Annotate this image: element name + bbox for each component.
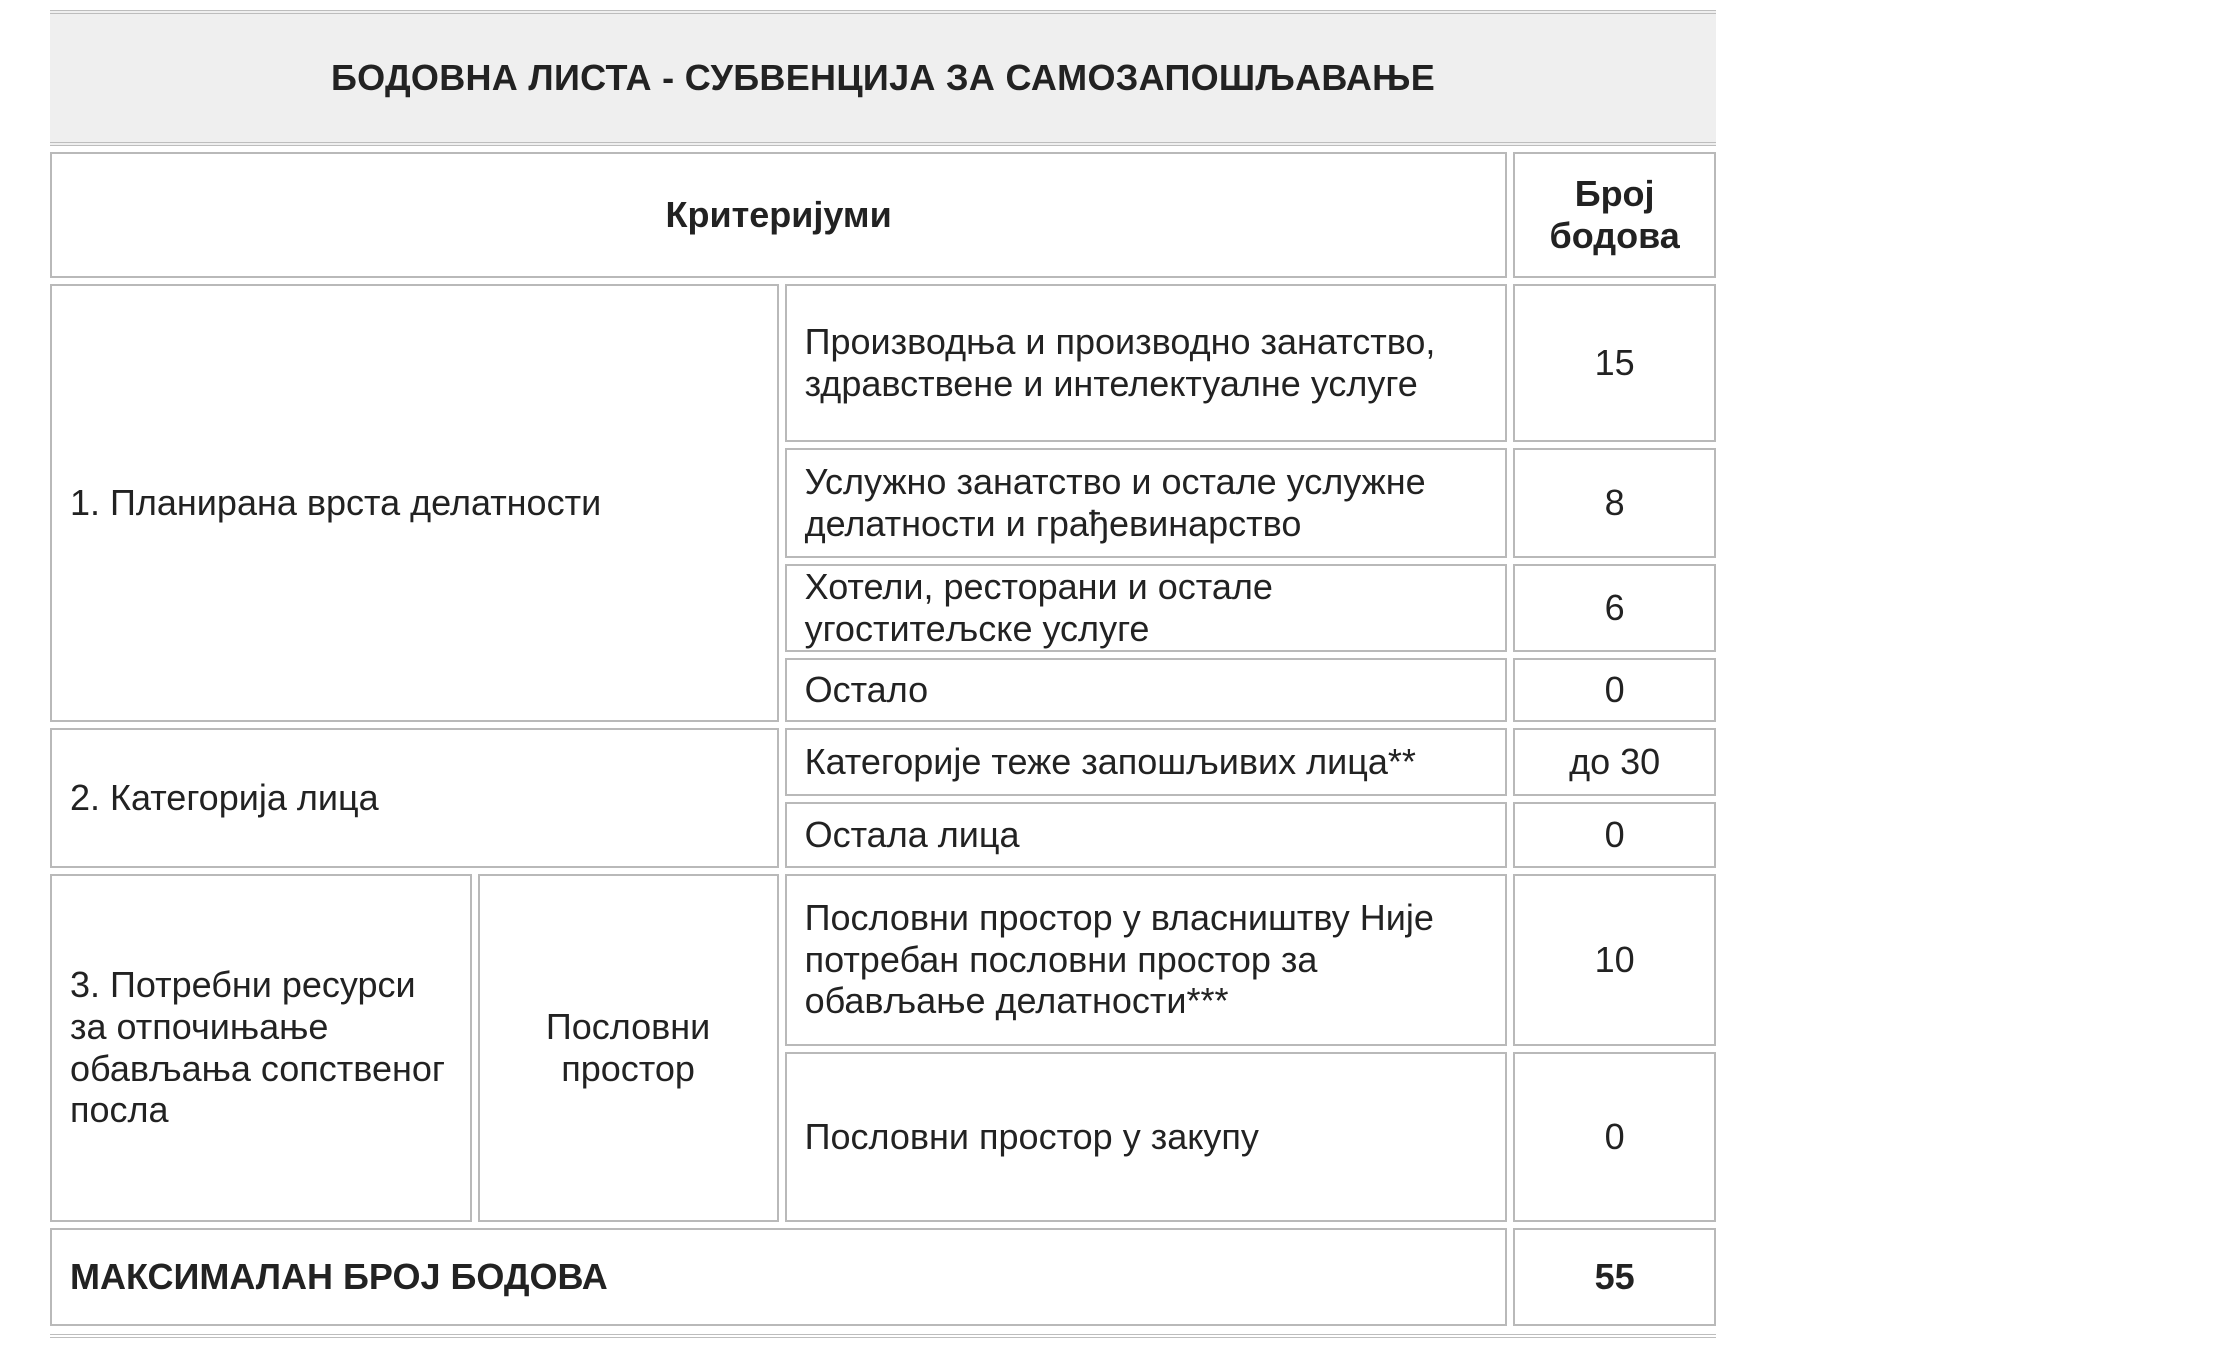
section3-label: 3. Потребни ресурси за отпочињање обављања сопственог посла — [50, 874, 472, 1222]
criterion-text: Остало — [785, 658, 1508, 722]
total-points: 55 — [1513, 1228, 1716, 1326]
section1-label: 1. Планирана врста делатности — [50, 284, 779, 722]
section3-sublabel: Пословни простор — [478, 874, 779, 1222]
table-row — [50, 874, 1716, 1046]
criterion-text: Производња и производно занатство, здравствене и интелектуалне услуге — [785, 284, 1508, 442]
criterion-points: 10 — [1513, 874, 1716, 1046]
bottom-divider — [50, 1334, 1716, 1338]
section2-label: 2. Категорија лица — [50, 728, 779, 868]
criterion-text: Пословни простор у власништву Није потребан пословни простор за обављање делатности*** — [785, 874, 1508, 1046]
criterion-text: Пословни простор у закупу — [785, 1052, 1508, 1222]
total-label: МАКСИМАЛАН БРОЈ БОДОВА — [50, 1228, 1507, 1326]
criteria-header: Критеријуми — [50, 152, 1507, 278]
criterion-points: 0 — [1513, 1052, 1716, 1222]
scoring-sheet — [50, 10, 1716, 1338]
criterion-points: 8 — [1513, 448, 1716, 558]
criterion-points: 15 — [1513, 284, 1716, 442]
scoring-table — [44, 146, 1722, 1332]
criterion-text: Категорије теже запошљивих лица** — [785, 728, 1508, 796]
criterion-text: Хотели, ресторани и остале угоститељске услуге — [785, 564, 1508, 652]
table-header-row — [50, 152, 1716, 278]
points-header-line2: бодова — [1549, 215, 1680, 256]
criterion-text: Услужно занатство и остале услужне делатности и грађевинарство — [785, 448, 1508, 558]
table-row — [50, 284, 1716, 442]
criterion-points: до 30 — [1513, 728, 1716, 796]
total-row — [50, 1228, 1716, 1326]
criterion-points: 0 — [1513, 658, 1716, 722]
criterion-text: Остала лица — [785, 802, 1508, 868]
points-header-line1: Број — [1574, 173, 1655, 215]
criterion-points: 0 — [1513, 802, 1716, 868]
criterion-points: 6 — [1513, 564, 1716, 652]
table-row — [50, 728, 1716, 796]
sheet-title: БОДОВНА ЛИСТА - СУБВЕНЦИЈА ЗА САМОЗАПОШЉАВАЊЕ — [50, 10, 1716, 146]
points-header — [1513, 152, 1716, 278]
